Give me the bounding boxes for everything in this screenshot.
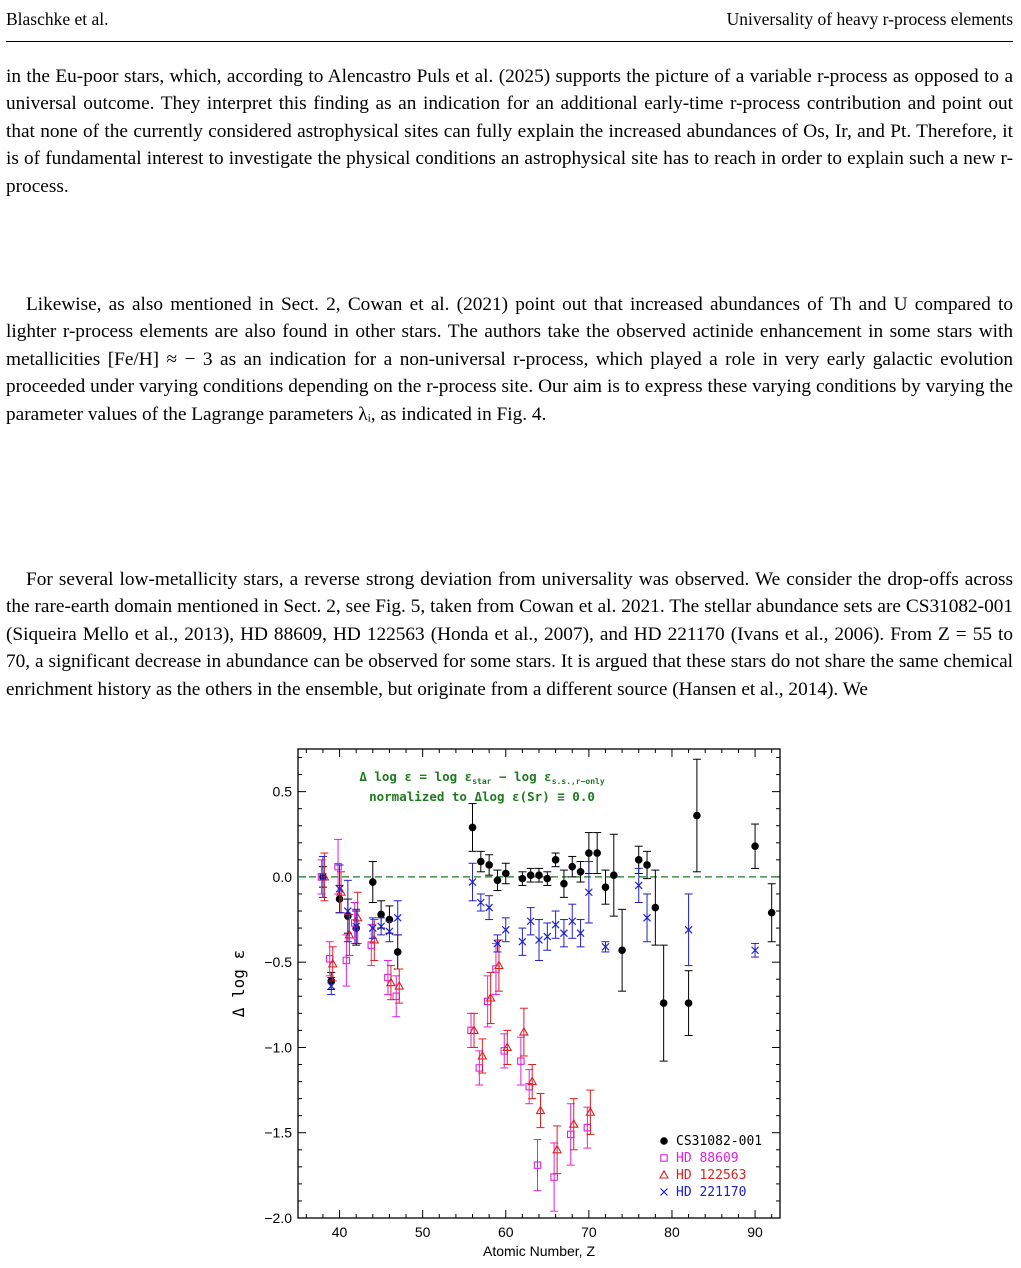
cs31082-001-point (502, 870, 510, 878)
cs31082-001-point (610, 871, 618, 879)
cs31082-001-point (377, 911, 385, 919)
legend-label-cs31082-001: CS31082-001 (676, 1134, 763, 1149)
x-tick-label: 70 (581, 1224, 597, 1240)
header-rule (6, 41, 1013, 42)
cs31082-001-point (768, 909, 776, 917)
x-tick-label: 60 (497, 1224, 514, 1240)
cs31082-001-point (685, 999, 693, 1007)
cs31082-001-point (527, 871, 535, 879)
cs31082-001-point (652, 904, 660, 912)
annotation-normalization: normalized to Δlog ε(Sr) ≡ 0.0 (369, 789, 595, 804)
x-tick-label: 40 (331, 1224, 348, 1240)
y-tick-label: −1.0 (264, 1039, 292, 1056)
x-tick-label: 90 (747, 1224, 763, 1240)
y-tick-label: 0.0 (272, 868, 292, 885)
paragraph-1: in the Eu-poor stars, which, according to Alencastro Puls et al. (2025) supports the picture of a variable r-process as opposed to a universal outcome. They interpret this finding as an indication for an additional early-time r-process contribution and point out that none of the currently considered astrophysical sites can fully explain the increased abundances of Os, Ir, and Pt. Therefore, it is of fundamental interest to investigate the physical conditions an astrophysical site has to reach in order to explain such a new r-process. (6, 66, 1013, 197)
cs31082-001-point (585, 849, 593, 857)
annotation-formula: Δ $\log \varepsilon = \log \varepsilon_{star} - \log \varepsilon_{s.s.,r-only}$ (359, 769, 605, 786)
header-title: Universality of heavy r-process elements (726, 8, 1013, 29)
cs31082-001-point (469, 824, 477, 832)
cs31082-001-point (602, 883, 610, 891)
cs31082-001-point (751, 842, 759, 850)
legend-label-hd-122563: HD 122563 (676, 1168, 747, 1183)
header-authors: Blaschke et al. (6, 8, 109, 29)
cs31082-001-point (593, 849, 601, 857)
abundance-chart (214, 743, 794, 1263)
cs31082-001-point (560, 880, 568, 888)
legend-marker-hd-122563 (660, 1171, 668, 1178)
y-axis-label: Δ log ε (229, 949, 248, 1018)
abundance-figure (214, 743, 794, 1263)
cs31082-001-point (394, 948, 402, 956)
cs31082-001-point (660, 999, 668, 1007)
legend-label-hd-88609: HD 88609 (676, 1151, 739, 1166)
cs31082-001-point (693, 812, 701, 820)
y-tick-label: −1.5 (264, 1124, 292, 1141)
cs31082-001-point (485, 861, 493, 869)
cs31082-001-point (494, 877, 502, 885)
cs31082-001-point (643, 861, 651, 869)
cs31082-001-point (568, 863, 576, 871)
cs31082-001-point (544, 875, 552, 883)
legend-label-hd-221170: HD 221170 (676, 1185, 747, 1200)
paragraph-3: For several low-metallicity stars, a reverse strong deviation from universality was observed. We consider the drop-offs across the rare-earth domain mentioned in Sect. 2, see Fig. 5, taken from Cowan et al. 2021. The stellar abundance sets are CS31082-001 (Siqueira Mello et al., 2013), HD 88609, HD 122563 (Honda et al., 2007), and HD 221170 (Ivans et al., 2006). From Z = 55 to 70, a significant decrease in abundance can be observed for some stars. It is argued that these stars do not share the same chemical enrichment history as the others in the ensemble, but originate from a different source (Hansen et al., 2014). We (6, 569, 1013, 700)
y-tick-label: −0.5 (264, 954, 292, 971)
cs31082-001-point (635, 856, 643, 864)
x-tick-label: 50 (414, 1224, 431, 1240)
x-tick-label: 80 (664, 1224, 680, 1240)
y-tick-label: −2.0 (264, 1210, 292, 1226)
y-tick-label: 0.5 (272, 783, 292, 800)
cs31082-001-point (577, 868, 585, 876)
legend-marker-hd-88609 (661, 1155, 667, 1161)
running-header (6, 4, 1013, 34)
legend-marker-cs31082-001 (660, 1137, 668, 1145)
paragraph-2: Likewise, as also mentioned in Sect. 2, Cowan et al. (2021) point out that increased abundances of Th and U compared to lighter r-process elements are also found in other stars. The authors take the observed actinide enhancement in some stars with metallicities [Fe/H] ≈ − 3 as an indication for a non-universal r-process, which played a role in very early galactic evolution proceeded under varying conditions depending on the r-process site. Our aim is to express these varying conditions by varying the parameter values of the Lagrange parameters λᵢ, as indicated in Fig. 4. (6, 294, 1013, 425)
legend-marker-hd-221170 (661, 1189, 668, 1196)
cs31082-001-point (477, 858, 485, 866)
x-axis-label: Atomic Number, Z (482, 1243, 596, 1259)
cs31082-001-point (369, 878, 377, 886)
cs31082-001-point (552, 856, 560, 864)
cs31082-001-point (535, 871, 543, 879)
cs31082-001-point (618, 946, 626, 954)
cs31082-001-point (519, 875, 527, 883)
